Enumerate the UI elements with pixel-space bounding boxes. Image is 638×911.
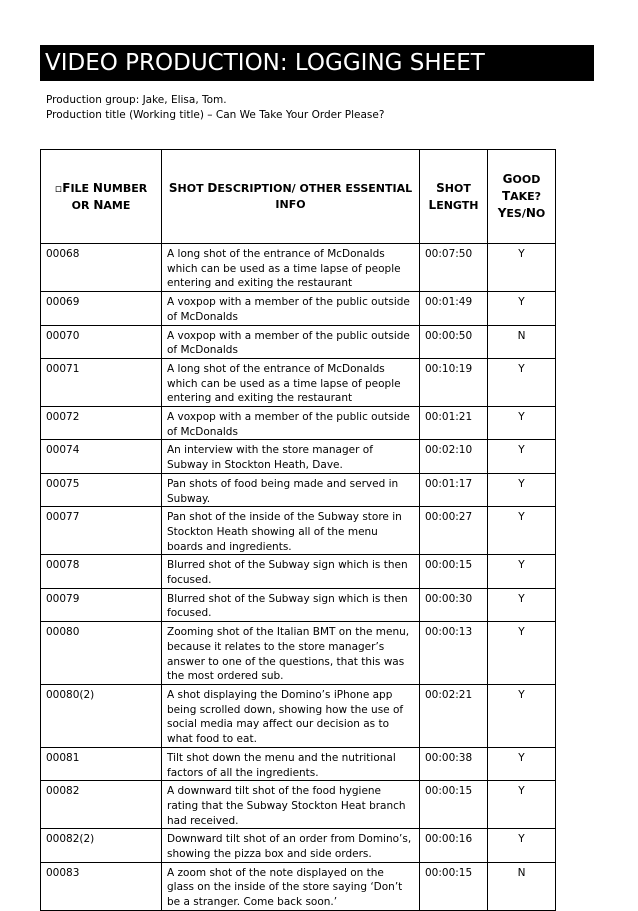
description-cell: A downward tilt shot of the food hygiene rating that the Subway Stockton Heat branch had received. [162,781,420,829]
table-row [41,358,556,406]
table-row [41,588,556,621]
good-take-cell: Y [488,829,556,862]
file-cell: 00080(2) [41,684,162,747]
good-take-cell: Y [488,407,556,440]
production-group: Production group: Jake, Elisa, Tom. [46,94,227,106]
length-cell: 00:02:21 [420,684,488,747]
description-cell: A long shot of the entrance of McDonalds which can be used as a time lapse of people entering and exiting the restaurant [162,244,420,292]
description-cell: A zoom shot of the note displayed on the glass on the inside of the store saying ‘Don’t be a stranger. Come back soon.’ [162,862,420,910]
description-cell: Zooming shot of the Italian BMT on the menu, because it relates to the store manager’s answer to one of the questions, that this was the most ordered sub. [162,622,420,685]
file-cell: 00068 [41,244,162,292]
file-cell: 00071 [41,358,162,406]
table-row [41,292,556,325]
length-cell: 00:10:19 [420,358,488,406]
length-cell: 00:00:30 [420,588,488,621]
file-cell: 00080 [41,622,162,685]
good-take-cell: Y [488,507,556,555]
length-cell: 00:00:16 [420,829,488,862]
description-cell: An interview with the store manager of Subway in Stockton Heath, Dave. [162,440,420,473]
length-cell: 00:01:49 [420,292,488,325]
description-cell: Downward tilt shot of an order from Domino’s, showing the pizza box and side orders. [162,829,420,862]
description-cell: Blurred shot of the Subway sign which is then focused. [162,588,420,621]
table-row [41,781,556,829]
table-row [41,440,556,473]
good-take-cell: Y [488,473,556,506]
good-take-cell: Y [488,292,556,325]
length-cell: 00:07:50 [420,244,488,292]
description-cell: Blurred shot of the Subway sign which is then focused. [162,555,420,588]
file-cell: 00074 [41,440,162,473]
good-take-cell: Y [488,244,556,292]
page-title: VIDEO PRODUCTION: LOGGING SHEET [40,45,594,81]
production-title: Production title (Working title) – Can We Take Your Order Please? [46,109,385,121]
length-cell: 00:00:50 [420,325,488,358]
length-cell: 00:02:10 [420,440,488,473]
length-cell: 00:00:15 [420,862,488,910]
length-cell: 00:00:27 [420,507,488,555]
length-cell: 00:00:38 [420,747,488,780]
good-take-cell: N [488,862,556,910]
bullet-icon: ▫ [54,181,63,195]
file-cell: 00079 [41,588,162,621]
logging-table [40,149,556,911]
table-row [41,622,556,685]
length-cell: 00:00:15 [420,555,488,588]
good-take-cell: Y [488,781,556,829]
table-row [41,747,556,780]
length-cell: 00:01:21 [420,407,488,440]
table-row [41,862,556,910]
table-row [41,407,556,440]
good-take-cell: Y [488,358,556,406]
good-take-cell: Y [488,622,556,685]
length-cell: 00:01:17 [420,473,488,506]
file-cell: 00081 [41,747,162,780]
column-header-description: SHOT DESCRIPTION/ OTHER ESSENTIAL INFO [162,150,420,244]
good-take-cell: N [488,325,556,358]
file-cell: 00082 [41,781,162,829]
file-cell: 00075 [41,473,162,506]
description-cell: A voxpop with a member of the public outside of McDonalds [162,325,420,358]
table-row [41,555,556,588]
column-header-length: SHOT LENGTH [420,150,488,244]
file-cell: 00077 [41,507,162,555]
file-cell: 00083 [41,862,162,910]
description-cell: Pan shot of the inside of the Subway store in Stockton Heath showing all of the menu boards and ingredients. [162,507,420,555]
length-cell: 00:00:15 [420,781,488,829]
length-cell: 00:00:13 [420,622,488,685]
description-cell: Tilt shot down the menu and the nutritional factors of all the ingredients. [162,747,420,780]
description-cell: A long shot of the entrance of McDonalds which can be used as a time lapse of people entering and exiting the restaurant [162,358,420,406]
description-cell: A shot displaying the Domino’s iPhone app being scrolled down, showing how the use of social media may affect our decision as to what food to eat. [162,684,420,747]
good-take-cell: Y [488,684,556,747]
good-take-cell: Y [488,440,556,473]
column-header-file: ▫FILE NUMBER OR NAME [41,150,162,244]
description-cell: A voxpop with a member of the public outside of McDonalds [162,407,420,440]
table-row [41,244,556,292]
description-cell: A voxpop with a member of the public outside of McDonalds [162,292,420,325]
good-take-cell: Y [488,747,556,780]
file-cell: 00070 [41,325,162,358]
description-cell: Pan shots of food being made and served in Subway. [162,473,420,506]
good-take-cell: Y [488,588,556,621]
good-take-cell: Y [488,555,556,588]
table-row [41,507,556,555]
table-row [41,473,556,506]
file-cell: 00082(2) [41,829,162,862]
file-cell: 00069 [41,292,162,325]
header-row [41,150,556,244]
table-row [41,684,556,747]
file-cell: 00072 [41,407,162,440]
column-header-good: GOOD TAKE? YES/NO [488,150,556,244]
table-row [41,325,556,358]
file-cell: 00078 [41,555,162,588]
table-row [41,829,556,862]
